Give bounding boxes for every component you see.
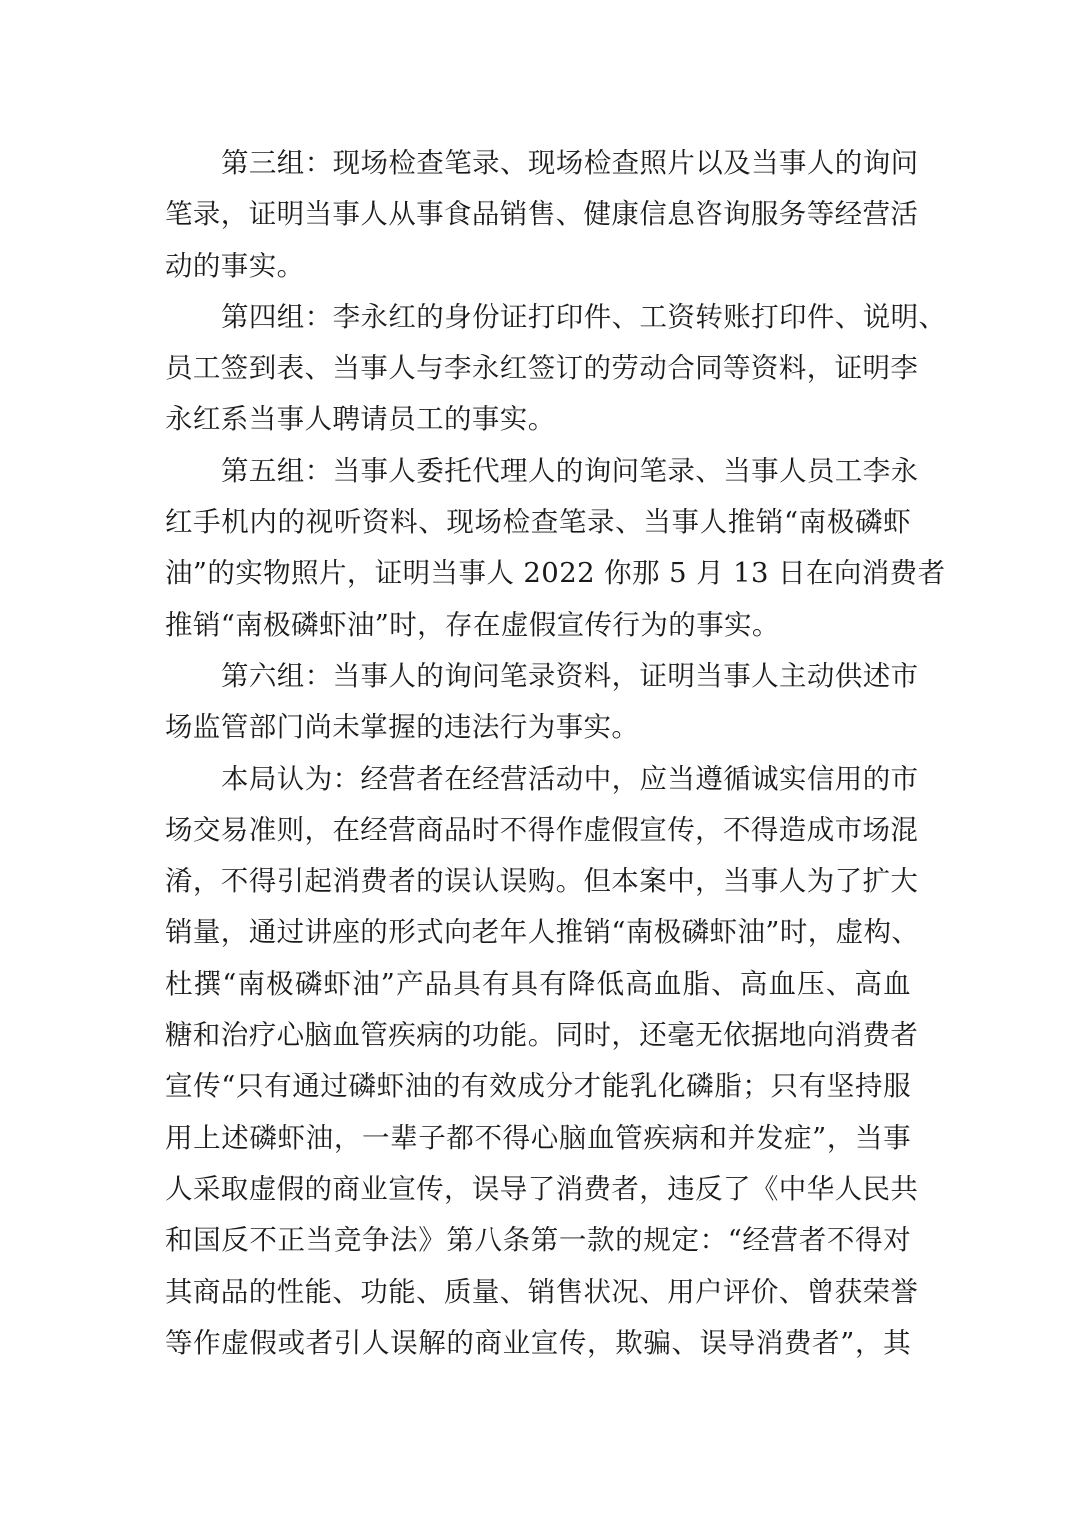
- paragraph-group-three-line-2: 笔录，证明当事人从事食品销售、健康信息咨询服务等经营活: [165, 198, 919, 231]
- paragraph-bureau-opinion-line-5: 杜撰“南极磷虾油”产品具有具有降低高血脂、高血压、高血: [165, 967, 911, 1000]
- paragraph-bureau-opinion-line-1: 本局认为：经营者在经营活动中，应当遵循诚实信用的市: [221, 762, 919, 795]
- paragraph-bureau-opinion-line-11: 其商品的性能、功能、质量、销售状况、用户评价、曾获荣誉: [165, 1275, 919, 1308]
- paragraph-group-five-line-4: 推销“南极磷虾油”时，存在虚假宣传行为的事实。: [165, 608, 780, 641]
- paragraph-group-four-line-1: 第四组：李永红的身份证打印件、工资转账打印件、说明、: [221, 300, 947, 333]
- paragraph-group-four-line-2: 员工签到表、当事人与李永红签订的劳动合同等资料，证明李: [165, 352, 919, 385]
- paragraph-bureau-opinion-line-7: 宣传“只有通过磷虾油的有效成分才能乳化磷脂；只有坚持服: [165, 1070, 911, 1103]
- paragraph-group-four-line-3: 永红系当事人聘请员工的事实。: [165, 403, 556, 436]
- paragraph-bureau-opinion-line-10: 和国反不正当竞争法》第八条第一款的规定：“经营者不得对: [165, 1224, 911, 1257]
- paragraph-group-five-line-3: 油”的实物照片，证明当事人 2022 你那 5 月 13 日在向消费者: [165, 557, 946, 590]
- paragraph-bureau-opinion-line-9: 人采取虚假的商业宣传，误导了消费者，违反了《中华人民共: [165, 1172, 919, 1205]
- paragraph-group-three-line-1: 第三组：现场检查笔录、现场检查照片以及当事人的询问: [221, 147, 919, 179]
- paragraph-group-three-line-3: 动的事实。: [165, 249, 305, 282]
- paragraph-bureau-opinion-line-2: 场交易准则，在经营商品时不得作虚假宣传，不得造成市场混: [165, 813, 919, 846]
- paragraph-bureau-opinion-line-12: 等作虚假或者引人误解的商业宣传，欺骗、误导消费者”，其: [165, 1326, 911, 1359]
- paragraph-group-six-line-2: 场监管部门尚未掌握的违法行为事实。: [165, 711, 640, 744]
- paragraph-group-five-line-1: 第五组：当事人委托代理人的询问笔录、当事人员工李永: [221, 454, 919, 487]
- document-body: [165, 138, 947, 1369]
- paragraph-bureau-opinion-line-3: 淆，不得引起消费者的误认误购。但本案中，当事人为了扩大: [165, 865, 919, 898]
- paragraph-group-six-line-1: 第六组：当事人的询问笔录资料，证明当事人主动供述市: [221, 659, 919, 692]
- paragraph-bureau-opinion-line-6: 糖和治疗心脑血管疾病的功能。同时，还毫无依据地向消费者: [165, 1019, 919, 1052]
- paragraph-bureau-opinion-line-4: 销量，通过讲座的形式向老年人推销“南极磷虾油”时，虚构、: [165, 916, 920, 949]
- paragraph-group-five-line-2: 红手机内的视听资料、现场检查笔录、当事人推销“南极磷虾: [165, 506, 911, 539]
- paragraph-bureau-opinion-line-8: 用上述磷虾油，一辈子都不得心脑血管疾病和并发症”，当事: [165, 1121, 911, 1154]
